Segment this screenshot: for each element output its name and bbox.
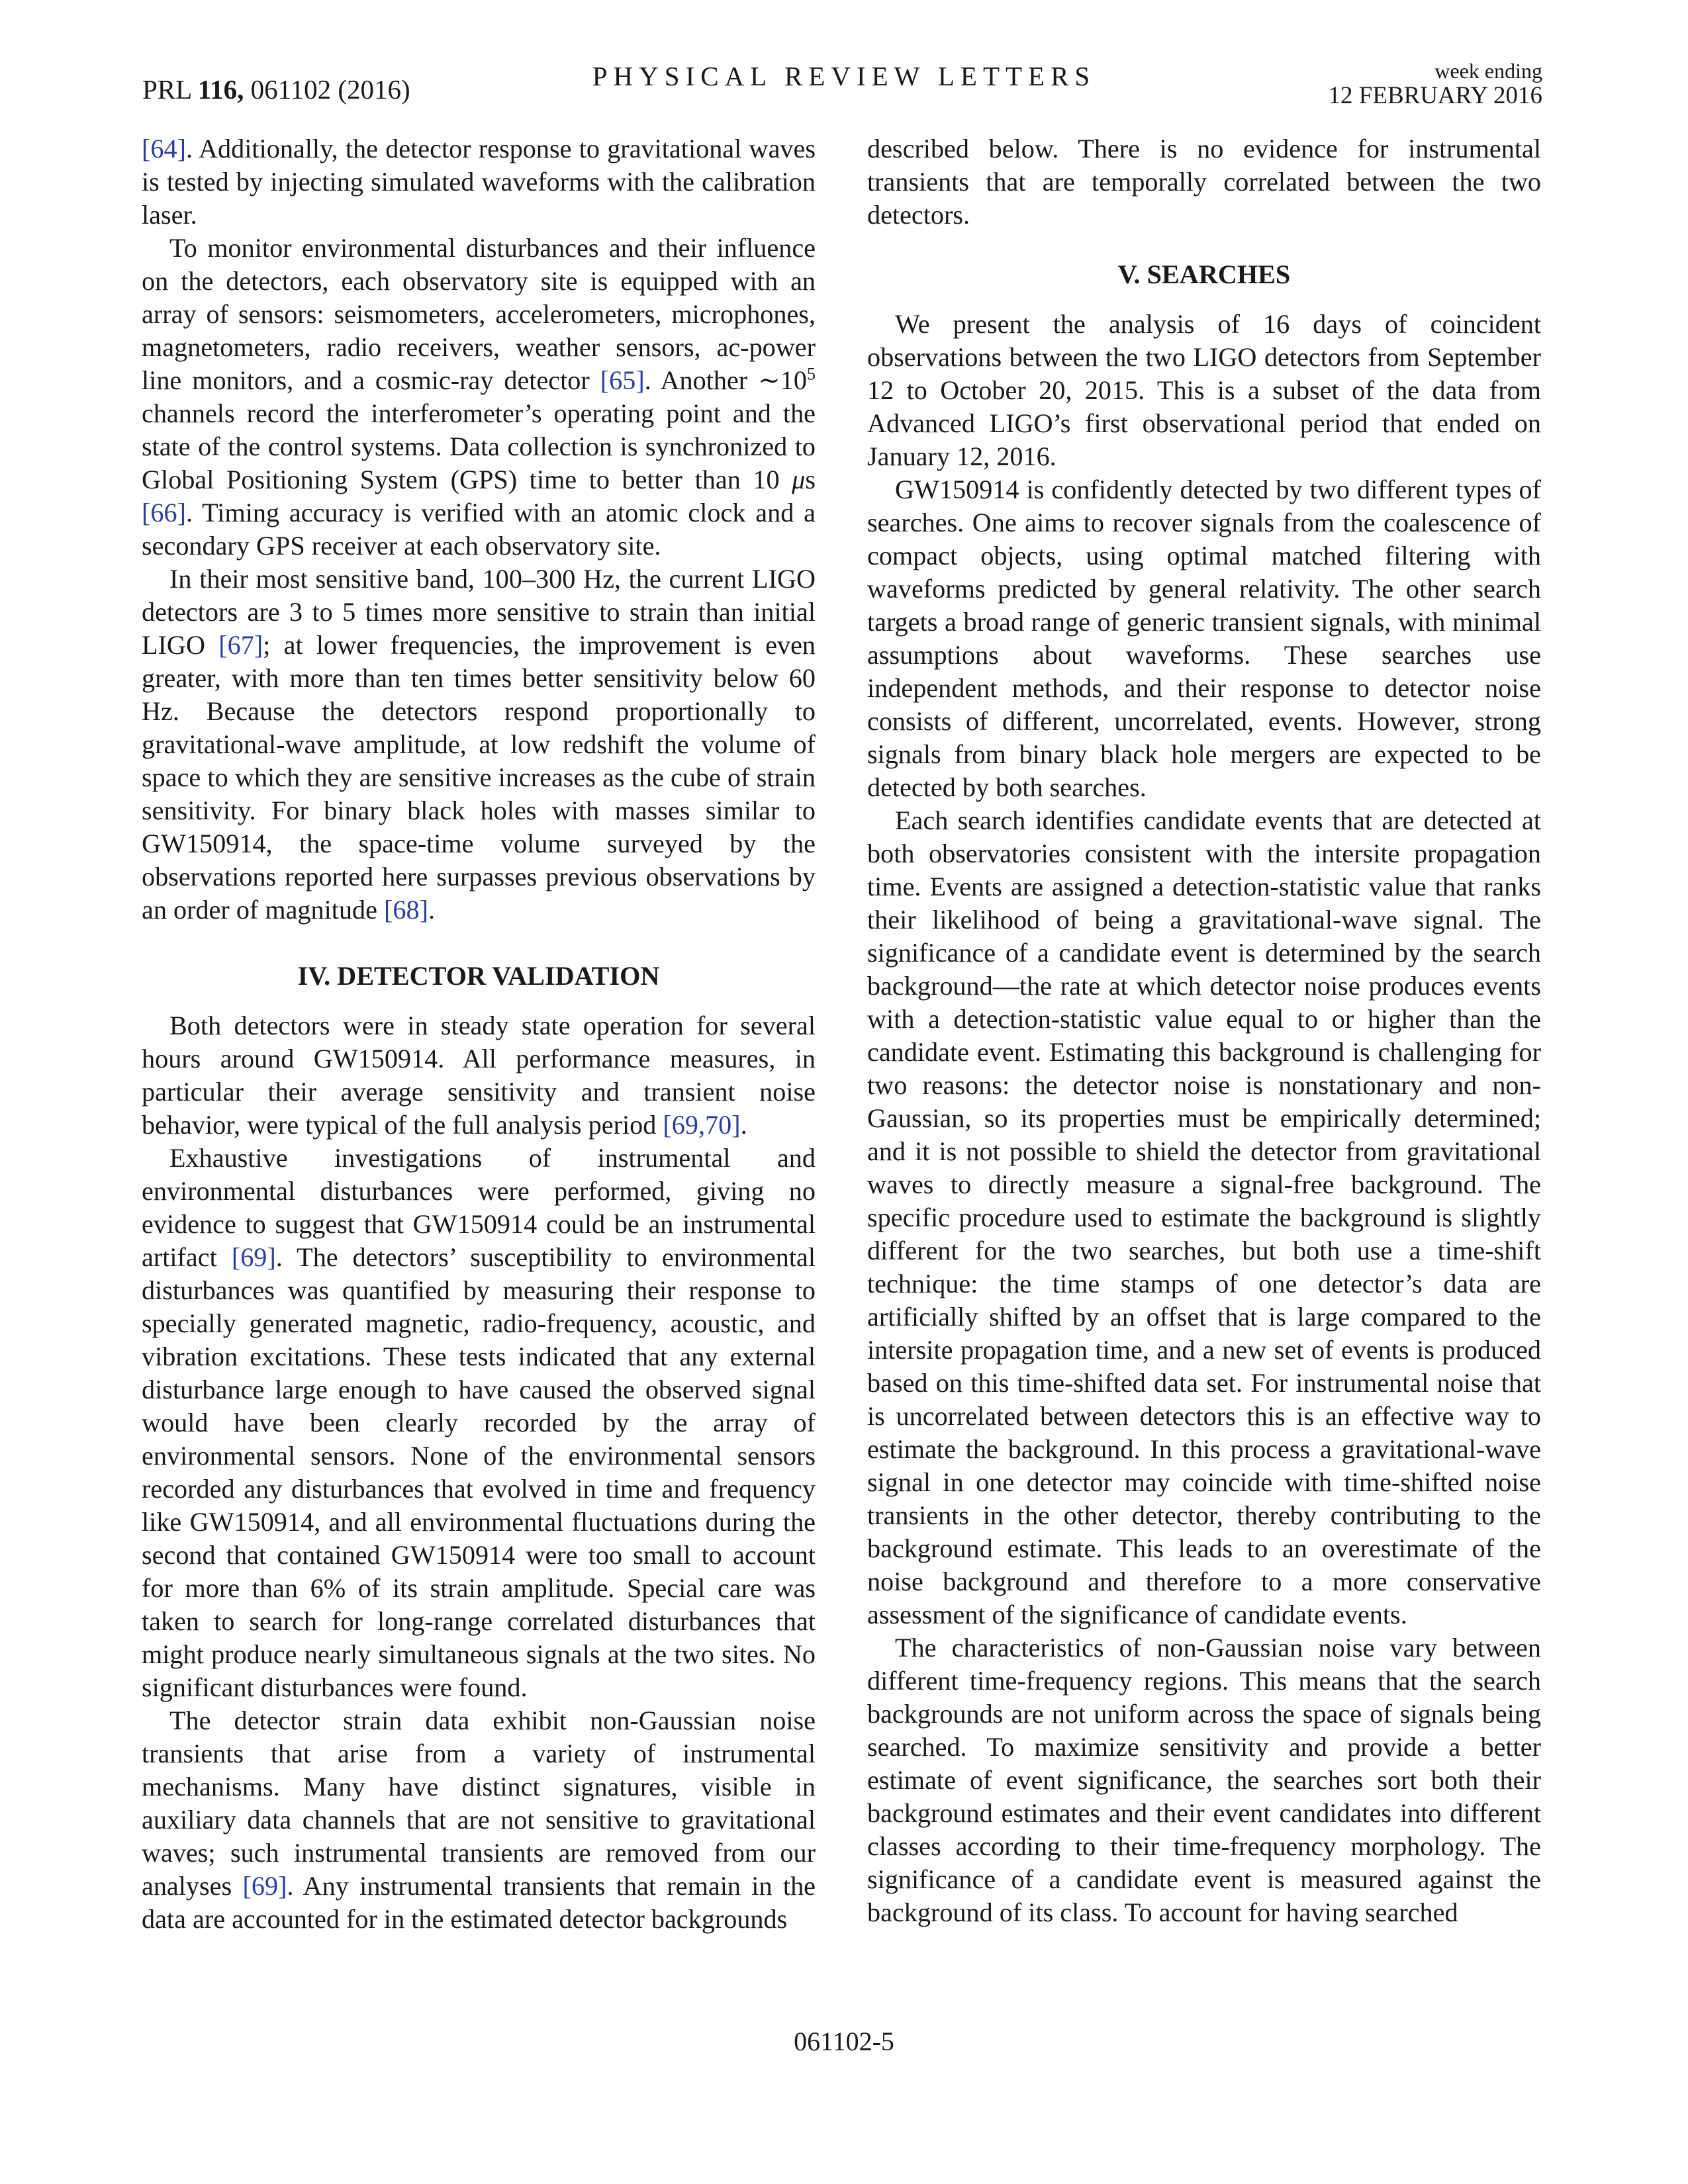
reference-link[interactable]: [67] [218,630,263,660]
left-paragraph-2: To monitor environmental disturbances and their influence on the detectors, each observatory site is equipped with an array of sensors: seismometers, accelerometers, microphones, magnetometers, radio receivers, weather sensors, ac-power line monitors, and a cosmic-ray detector [65]. Another $\sim 10^5$ channels record the interferometer’s operating point and the state of the control systems. Data collection is synchronized to Global Positioning System (GPS) time to better than 10 μs [66]. Timing accuracy is verified with an atomic clock and a secondary GPS receiver at each observatory site. [142,233,816,561]
left-paragraph-1: [64]. Additionally, the detector response to gravitational waves is tested by injecting simulated waveforms with the calibration laser. [142,134,816,230]
reference-link[interactable]: [64] [142,134,186,163]
left-paragraph-5: Exhaustive investigations of instrumental and environmental disturbances were performed, giving no evidence to suggest that GW150914 could be an instrumental artifact [69]. The detectors’ susceptibility to environmental disturbances was quantified by measuring their response to specially generated magnetic, radio-frequency, acoustic, and vibration excitations. These tests indicated that any external disturbance large enough to have caused the observed signal would have been clearly recorded by the array of environmental sensors. None of the environmental sensors recorded any disturbances that evolved in time and frequency like GW150914, and all environmental fluctuations during the second that contained GW150914 were too small to account for more than 6% of its strain amplitude. Special care was taken to search for long-range correlated disturbances that might produce nearly simultaneous signals at the two sites. No significant disturbances were found. [142,1143,816,1702]
superscript-exponent: 5 [807,364,816,384]
section-heading-searches: V. SEARCHES [1117,259,1291,289]
right-paragraph-4: Each search identifies candidate events that are detected at both observatories consistent with the intersite propagation time. Events are assigned a detection-statistic value that ranks their likelihood of being a gravitational-wave signal. The significance of a candidate event is determined by the search background—the rate at which detector noise produces events with a detection-statistic value equal to or higher than the candidate event. Estimating this background is challenging for two reasons: the detector noise is nonstationary and non-Gaussian, so its properties must be empirically determined; and it is not possible to shield the detector from gravitational waves to directly measure a signal-free background. The specific procedure used to estimate the background is slightly different for the two searches, but both use a time-shift technique: the time stamps of one detector’s data are artificially shifted by an offset that is large compared to the intersite propagation time, and a new set of events is produced based on this time-shifted data set. For instrumental noise that is uncorrelated between detectors this is an effective way to estimate the background. In this process a gravitational-wave signal in one detector may coincide with time-shifted noise transients in the other detector, thereby contributing to the background estimate. This leads to an overestimate of the noise background and therefore to a more conservative assessment of the significance of candidate events. [867,805,1541,1629]
reference-link[interactable]: [69,70] [663,1110,741,1140]
left-column [142,132,816,1936]
journal-name: PHYSICAL REVIEW LETTERS [592,61,1096,91]
right-column [867,132,1541,1929]
reference-link[interactable]: [69] [242,1871,287,1901]
reference-link[interactable]: [66] [142,498,186,527]
journal-prefix: PRL [142,74,198,105]
right-paragraph-1: described below. There is no evidence for instrumental transients that are temporally correlated between the two detectors. [867,134,1541,230]
mu-symbol: μ [792,465,806,494]
right-paragraph-2: We present the analysis of 16 days of coincident observations between the two LIGO detectors from September 12 to October 20, 2015. This is a subset of the data from Advanced LIGO’s first observational period that ended on January 12, 2016. [867,309,1541,471]
reference-link[interactable]: [65] [600,365,645,395]
article-year: 061102 (2016) [244,74,410,105]
left-paragraph-6: The detector strain data exhibit non-Gaussian noise transients that arise from a variety of instrumental mechanisms. Many have distinct signatures, visible in auxiliary data channels that are not sensitive to gravitational waves; such instrumental transients are removed from our analyses [69]. Any instrumental transients that remain in the data are accounted for in the estimated detector backgrounds [142,1706,816,1934]
week-ending-label: week ending [1434,59,1542,83]
journal-volume: 116, [197,74,244,105]
left-paragraph-3: In their most sensitive band, 100–300 Hz, the current LIGO detectors are 3 to 5 times more sensitive to strain than initial LIGO [67]; at lower frequencies, the improvement is even greater, with more than ten times better sensitivity below 60 Hz. Because the detectors respond proportionally to gravitational-wave amplitude, at low redshift the volume of space to which they are sensitive increases as the cube of strain sensitivity. For binary black holes with masses similar to GW150914, the space-time volume surveyed by the observations reported here surpasses previous observations by an order of magnitude [68]. [142,564,816,925]
right-paragraph-5: The characteristics of non-Gaussian noise vary between different time-frequency regions. This means that the search backgrounds are not uniform across the space of signals being searched. To maximize sensitivity and provide a better estimate of event significance, the searches sort both their background estimates and their event candidates into different classes according to their time-frequency morphology. The significance of a candidate event is measured against the background of its class. To account for having searched [867,1633,1541,1927]
page-number: 061102-5 [794,2026,894,2056]
issue-date-value: 12 FEBRUARY 2016 [1328,82,1542,109]
reference-link[interactable]: [69] [231,1242,276,1272]
section-heading-detector-validation: IV. DETECTOR VALIDATION [297,961,660,991]
left-paragraph-4: Both detectors were in steady state operation for several hours around GW150914. All performance measures, in particular their average sensitivity and transient noise behavior, were typical of the full analysis period [69,70]. [142,1011,816,1140]
issue-date [1329,58,1542,109]
reference-link[interactable]: [68] [384,895,428,925]
right-paragraph-3: GW150914 is confidently detected by two different types of searches. One aims to recover signals from the coalescence of compact objects, using optimal matched filtering with waveforms predicted by general relativity. The other search targets a broad range of generic transient signals, with minimal assumptions about waveforms. These searches use independent methods, and their response to detector noise consists of different, uncorrelated, events. However, strong signals from binary black hole mergers are expected to be detected by both searches. [867,475,1541,802]
